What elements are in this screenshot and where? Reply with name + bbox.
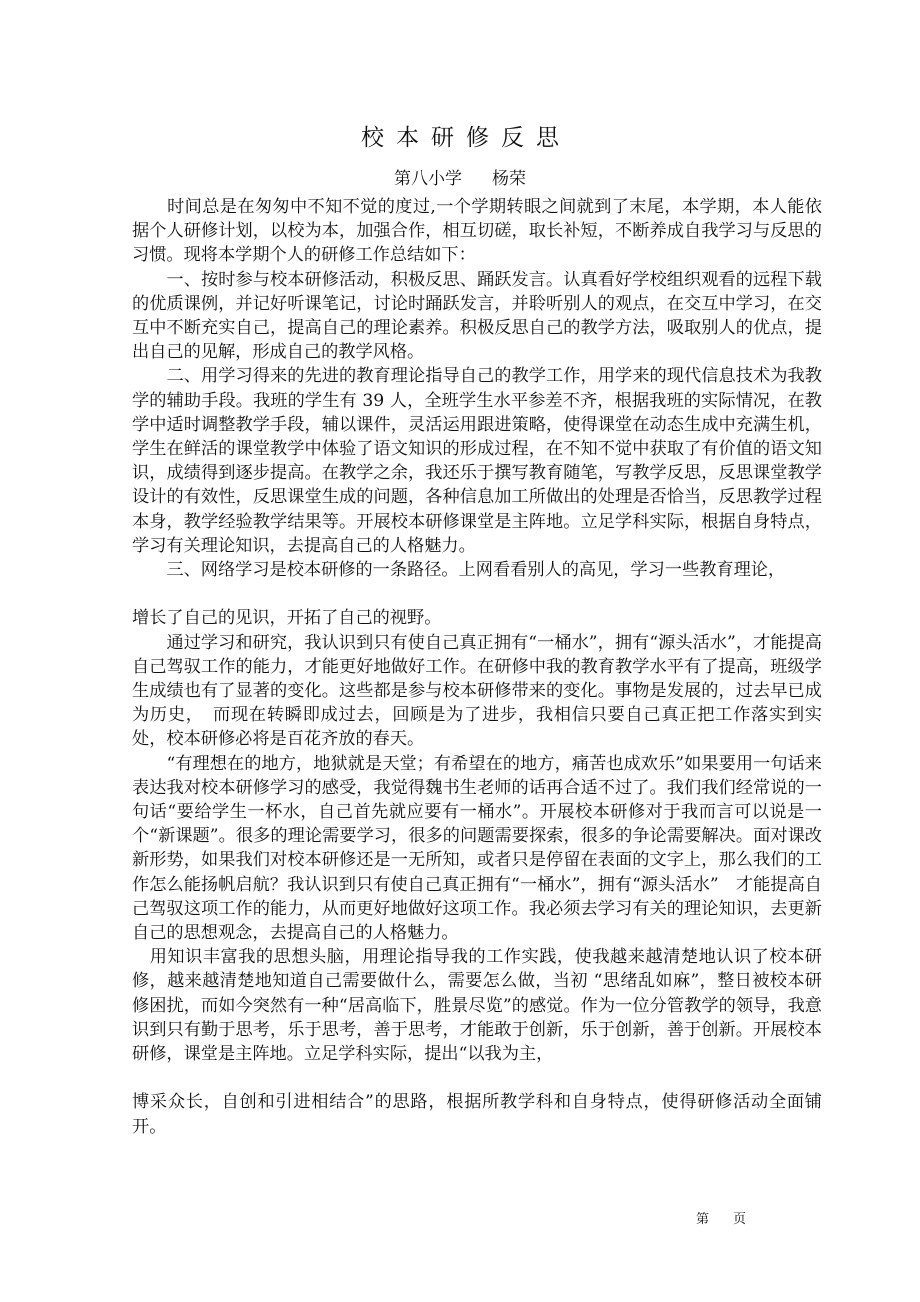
footer-page-suffix: 页 xyxy=(733,1212,747,1227)
spacer xyxy=(132,1066,822,1090)
document-title: 校本研修反思 xyxy=(361,125,571,151)
footer-page-prefix: 第 xyxy=(696,1212,710,1227)
paragraph-conclusion: 博采众长，自创和引进相结合”的思路，根据所教学科和自身特点，使得研修活动全面铺开。 xyxy=(132,1092,822,1137)
paragraph-point-2: 二、用学习得来的先进的教育理论指导自己的教学工作，用学来的现代信息技术为我教学的辅助手段。我班的学生有 39 人，全班学生水平参差不齐，根据我班的实际情况，在教学中适时调整教学手段，辅以课件，灵活运用跟进策略，使得课堂在动态生成中充满生机，学生在鲜活的课堂教学中体验了语文知识的形成过程，在不知不觉中获取了有价值的语文知识，成绩得到逐步提高。在教学之余，我还乐于撰写教育随笔，写教学反思，反思课堂教学设计的有效性，反思课堂生成的问题，各种信息加工所做出的处理是否恰当，反思教学过程本身，教学经验教学结果等。开展校本研修课堂是主阵地。立足学科实际，根据自身特点，学习有关理论知识，去提高自己的人格魅力。 xyxy=(132,366,822,556)
paragraph-intro: 时间总是在匆匆中不知不觉的度过,一个学期转眼之间就到了末尾，本学期，本人能依据个人研修计划，以校为本，加强合作，相互切磋，取长补短，不断养成自我学习与反思的习惯。现将本学期个人的研修工作总结如下： xyxy=(132,197,822,266)
paragraph-reflection-2: “有理想在的地方，地狱就是天堂；有希望在的地方，痛苦也成欢乐”如果要用一句话来表达我对校本研修学习的感受，我觉得魏书生老师的话再合适不过了。我们我们经常说的一句话“要给学生一杯水，自己首先就应要有一桶水”。开展校本研修对于我而言可以说是一个“新课题”。很多的理论需要学习，很多的问题需要探索，很多的争论需要解决。面对课改新形势，如果我们对校本研修还是一无所知，或者只是停留在表面的文字上，那么我们的工作怎么能扬帆启航？我认识到只有使自己真正拥有“一桶水”，拥有“源头活水” 才能提高自己驾驭这项工作的能力，从而更好地做好这项工作。我必须去学习有关的理论知识，去更新自己的思想观念，去提高自己的人格魅力。 xyxy=(132,753,822,944)
page-footer xyxy=(696,1208,746,1227)
paragraph-reflection-3: 用知识丰富我的思想头脑，用理论指导我的工作实践，使我越来越清楚地认识了校本研修，越来越清楚地知道自己需要做什么，需要怎么做，当初 “思绪乱如麻”，整日被校本研修困扰，而如今突然有一种“居高临下，胜景尽览”的感觉。作为一位分管教学的领导，我意识到只有勤于思考，乐于思考，善于思考，才能敢于创新，乐于创新，善于创新。开展校本研修，课堂是主阵地。立足学科实际，提出“以我为主， xyxy=(132,947,822,1065)
paragraph-point-3-cont: 增长了自己的见识，开拓了自己的视野。 xyxy=(132,608,442,629)
author-line xyxy=(0,164,920,189)
author-name: 杨荣 xyxy=(492,169,526,189)
paragraph-point-1: 一、按时参与校本研修活动，积极反思、踊跃发言。认真看好学校组织观看的远程下载的优质课例，并记好听课笔记，讨论时踊跃发言，并聆听别人的观点，在交互中学习，在交互中不断充实自己，提高自己的理论素养。积极反思自己的教学方法，吸取别人的优点，提出自己的见解，形成自己的教学风格。 xyxy=(132,269,822,363)
spacer xyxy=(132,582,822,606)
paragraph-point-3: 三、网络学习是校本研修的一条路径。上网看看别人的高见，学习一些教育理论， xyxy=(132,560,786,581)
paragraph-reflection-1: 通过学习和研究，我认识到只有使自己真正拥有“一桶水”，拥有“源头活水”，才能提高自己驾驭工作的能力，才能更好地做好工作。在研修中我的教育教学水平有了提高，班级学生成绩也有了显著的变化。这些都是参与校本研修带来的变化。事物是发展的，过去早已成为历史， 而现在转瞬即成过去，回顾是为了进步，我相信只要自己真正把工作落实到实处，校本研修必将是百花齐放的春天。 xyxy=(132,632,822,750)
author-school: 第八小学 xyxy=(394,169,462,189)
document-body xyxy=(132,195,822,1139)
